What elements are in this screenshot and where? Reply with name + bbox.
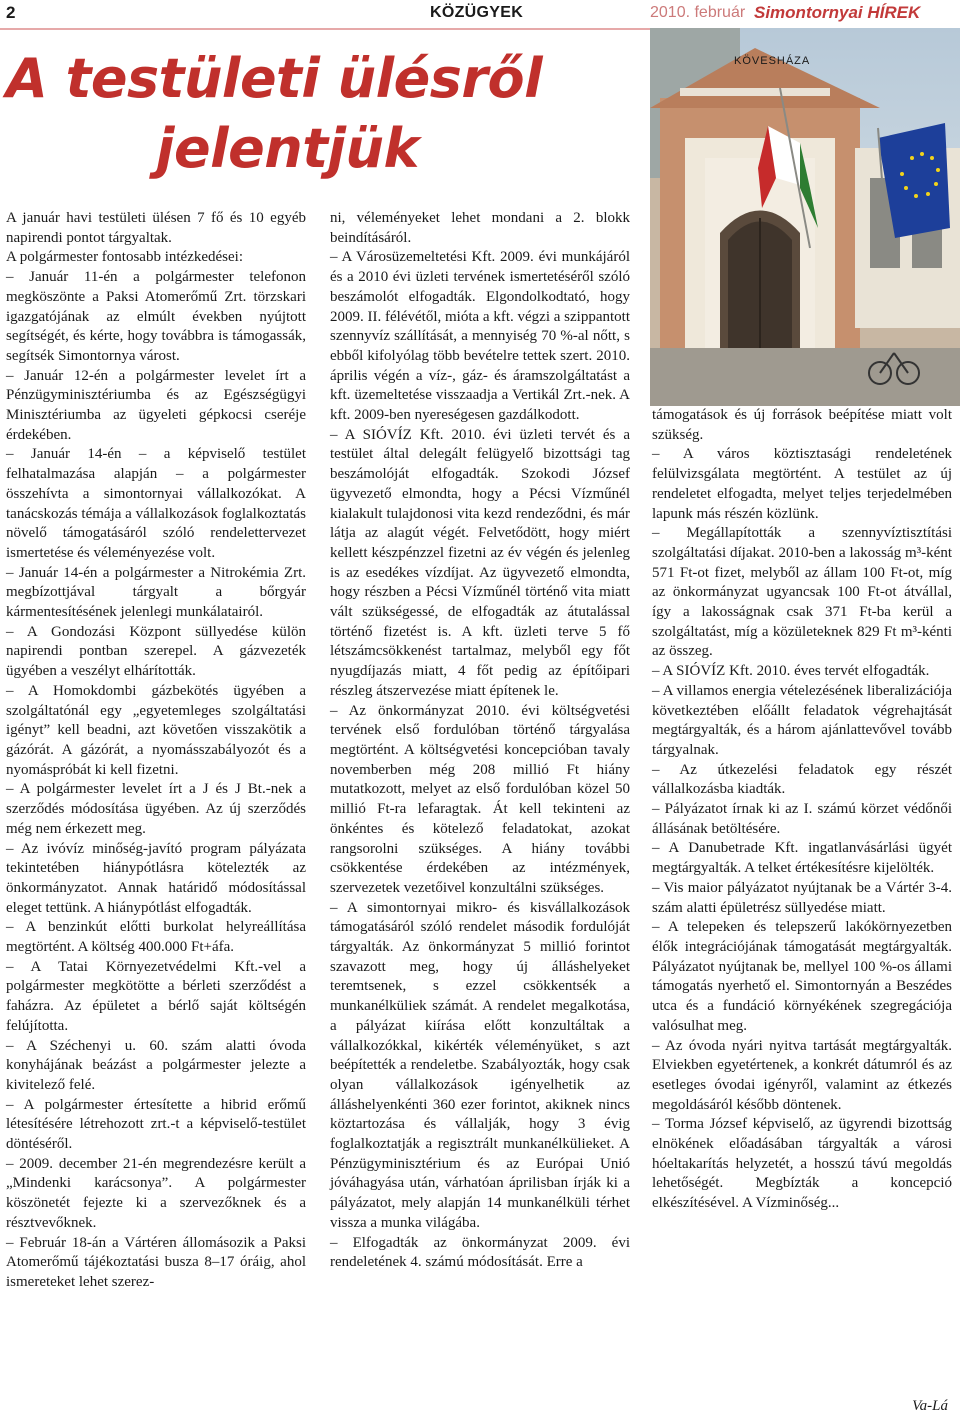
article-paragraph: – A telepeken és telepszerű lakókörnyezetben élők integrációjának támogatását megtárgyalták. Pályázatot nyújtanak be, mellyel 100 %-os állami támogatás nyerhető el. Simontornyán a Beszédes utca és a fundáció környékének szegregációja valósulhat meg. <box>652 919 952 1034</box>
title-line-2: jelentjük <box>156 117 419 180</box>
article-paragraph: – A villamos energia vételezésének liberalizációja következtében előállt feladatok végrehajtását megtárgyalták, és a három ajánlattevővel tovább tárgyalnak. <box>652 682 952 758</box>
article-paragraph: ni, véleményeket lehet mondani a 2. blokk beindításáról. <box>330 210 630 246</box>
article-paragraph: – A benzinkút előtti burkolat helyreállítása megtörtént. A költség 400.000 Ft+áfa. <box>6 919 306 956</box>
author-signature: Va-Lá <box>912 1398 948 1414</box>
article-paragraph: A polgármester fontosabb intézkedései: <box>6 249 244 266</box>
article-paragraph: – A Homokdombi gázbekötés ügyében a szolgáltatónál egy „egyetemleges szolgáltatási igényt” kell beadni, azt követően visszakötik a gázórát. A gázórát, a nyomásszabályozót és a nyomáspróbát ki kell fizetni. <box>6 682 306 778</box>
article-paragraph: – A polgármester értesítette a hibrid erőmű létesítésére létrehozott zrt.-t a képviselő-testület döntéséről. <box>6 1096 306 1153</box>
article-paragraph: – Megállapították a szennyvíztisztítási szolgáltatási díjakat. 2010-ben a lakosság m³-ként 571 Ft-ot fizet, melyből az állam 100 Ft-ot, míg az önkormányzat ugyancsak 100 Ft-ot átvállal, így a lakosságnak csak 371 Ft-ba kerül a szolgáltatást, míg a közületeknek 829 Ft m³-kénti az összeg. <box>652 525 952 660</box>
article-paragraph: – Január 11-én a polgármester telefonon megköszönte a Paksi Atomerőmű Zrt. törzskari igazgatójának az elmúlt években nyújtott segítségét, és kérte, hogy továbbra is támogassák, segítsék Simontornya várost. <box>6 269 306 364</box>
article-paragraph: – Január 14-én – a képviselő testület felhatalmazása alapján – a polgármester összehívta a simontornyai vállalkozókat. A tanácskozás témája a vállalkozások foglalkoztatás növelő támogatásáról szóló rendelettervezet ismertetése és véleményezése volt. <box>6 446 306 561</box>
article-paragraph: – A Széchenyi u. 60. szám alatti óvoda konyhájának beázást a polgármester jelezte a kivitelező felé. <box>6 1037 306 1093</box>
article-title <box>6 44 646 184</box>
title-line-1: A testületi ülésről <box>6 47 543 110</box>
article-paragraph: – A Gondozási Központ süllyedése külön napirendi pontban szerepel. A gázvezeték ügyében a veszélyt elhárították. <box>6 623 306 680</box>
article-paragraph: – Január 12-én a polgármester levelet írt a Pénzügyminisztériumba és az Egészségügyi Minisztériumba az ügyeleti gépkocsi cseréje érdekében. <box>6 367 306 443</box>
page-number: 2 <box>6 3 16 22</box>
article-paragraph: – Torma József képviselő, az ügyrendi bizottság elnökének előadásában tárgyalták a városi hóeltakarítás helyzetét, a hosszú távú megoldás lehetőségét. Megbízták a koncepció elkészítésével. A Vízminőség... <box>652 1116 952 1212</box>
issue-date: 2010. február <box>650 4 746 21</box>
article-paragraph: – Az ivóvíz minőség-javító program pályázata tekintetében hiánypótlásra kötelezték az önkormányzatot. Annak határidő módosítással eleget tettünk. A hiánypótlást elfogadták. <box>6 840 306 916</box>
town-hall-photo <box>650 28 960 406</box>
page-header <box>0 0 960 30</box>
article-paragraph: – A SIÓVÍZ Kft. 2010. évi üzleti tervét és a testület által delegált felügyelő bizottsági tag beszámolóját elfogadták. Szokodi József ügyvezető elmondta, hogy a Pécsi Vízműnél kialakult tulajdonosi vita kezd rendeződni, és már látja az alagút végét. Felvetődött, hogy miért kellett készpénzzel fizetni az év végén és jelenleg is az esedékes vízdíjat. Az ügyvezető elmondta, hogy részben a Pécsi Vízműnél történő vita miatt vált szükségessé, de elfogadták az átutalással történő fizetést is. A kft. üzleti terve 5 fő létszámcsökkenést tartalmaz, melyből egy főt nyugdíjazás miatt, 4 főt pedig az építőipari részleg átszervezése miatt építenek le. <box>330 426 630 699</box>
article-paragraph: – A SIÓVÍZ Kft. 2010. éves tervét elfogadták. <box>652 663 930 680</box>
article-paragraph: – Február 18-án a Vártéren állomásozik a Paksi Atomerőmű tájékoztatási busza 8–17 óráig, ahol ismereteket lehet szerez- <box>6 1234 306 1290</box>
article-paragraph: – Vis maior pályázatot nyújtanak be a Vártér 3-4. szám alatti épületrész süllyedése miatt. <box>652 879 952 916</box>
article-column-3 <box>652 406 952 1214</box>
article-paragraph: – A Danubetrade Kft. ingatlanvásárlási ügyét megtárgyalták. A telket értékesítésre kijelölték. <box>652 840 952 877</box>
article-paragraph: A január havi testületi ülésen 7 fő és 10 egyéb napirendi pontot tárgyaltak. <box>6 210 306 246</box>
article-paragraph: – Az önkormányzat 2010. évi költségvetési tervének első fordulóban történő tárgyalása megtörtént. A költségvetési koncepcióban tavaly novemberben még 208 millió Ft hiány mutatkozott, melyet az első fordulóban közel 50 millió Ft-ra lefaragtak. Át kell tekinteni az önkéntes és kötelező feladatokat, azokat rangsorolni szükséges. A hiány további csökkentése érdekében az intézmények, szervezetek vezetőivel konzultálni szükséges. <box>330 702 630 896</box>
article-paragraph: – A város köztisztasági rendeletének felülvizsgálata megtörtént. A testület az új rendeletet elfogadta, melyet teljes terjedelmében lapunk más részén közlünk. <box>652 446 952 522</box>
article-paragraph: támogatások és új források beépítése miatt volt szükség. <box>652 407 952 443</box>
article-paragraph: – Az útkezelési feladatok egy részét vállalkozásba kiadták. <box>652 761 952 798</box>
paper-name: Simontornyai HÍREK <box>754 3 921 22</box>
article-paragraph: – A Városüzemeltetési Kft. 2009. évi munkájáról és a 2010 évi üzleti tervének ismertetéséről szóló beszámolót elfogadták. Elgondolkodtató, hogy 2009. II. félévétől, mióta a kft. végzi a szippantott szennyvíz szállítását, a mennyiség 70 %-al nőtt, s ebből kifolyólag több bevételre tettek szert. 2010. április végén a víz-, gáz- és áramszolgáltatást a kft. üzemeltetése visszaadja a Vertikál Zrt.-nek. A kft. 2009-ben nyereségesen gazdálkodott. <box>330 249 630 424</box>
article-paragraph: – 2009. december 21-én megrendezésre került a „Mindenki karácsonya”. A polgármester köszönetét fejezte ki a szervezőknek és a résztvevőknek. <box>6 1155 306 1231</box>
article-paragraph: – Január 14-én a polgármester a Nitrokémia Zrt. megbízottjával tárgyalt a bőrgyár kármentesítésének jelenlegi munkálatairól. <box>6 564 306 621</box>
article-paragraph: – A Tatai Környezetvédelmi Kft.-vel a polgármester megkötötte a bérleti szerződést a faházra. Az épületet a bérlő saját költségén felújította. <box>6 958 306 1034</box>
article-column-2 <box>330 209 630 1273</box>
article-paragraph: – Az óvoda nyári nyitva tartását megtárgyalták. Elviekben egyetértenek, a konkrét dátumról és az esetleges óvodai igényről, valamint az étkezés megoldásáról később döntenek. <box>652 1037 952 1113</box>
article-paragraph: – Pályázatot írnak ki az I. számú körzet védőnői állásának betöltésére. <box>652 801 952 837</box>
section-label: KÖZÜGYEK <box>430 4 524 21</box>
article-paragraph: – A polgármester levelet írt a J és J Bt.-nek a szerződés módosítása ügyében. Az új szerződés még nem érkezett meg. <box>6 781 306 837</box>
article-paragraph: – Elfogadták az önkormányzat 2009. évi rendeletének 4. számú módosítását. Erre a <box>330 1234 630 1271</box>
photo-sign: KÖVESHÁZA <box>734 55 811 67</box>
article-paragraph: – A simontornyai mikro- és kisvállalkozások támogatásáról szóló rendelet második fordulóját tárgyalták. Az önkormányzat 5 millió forintot szavazott meg, hogy új álláshelyeket teremtsenek, s ezzel csökkentsék a munkanélküliek számát. A rendelet megalkotása, a pályázat kiírása előtt konzultáltak a vállalkozókkal, kikérték véleményüket, s azt beépítették a rendeletbe. Szabályozták, hogy csak olyan vállalkozások igényelhetik az álláshelyenkénti 360 ezer forintot, akiknek nincs köztartozása és vállalják, hogy 3 évig foglalkoztatják a regisztrált munkanélkülieket. A Pénzügyminisztérium és az Európai Unió jóváhagyása után, várhatóan áprilisban írják ki a pályázatot, mely alapján 14 munkanélküli térhet vissza a munka világába. <box>330 899 630 1231</box>
article-column-1 <box>6 209 306 1293</box>
